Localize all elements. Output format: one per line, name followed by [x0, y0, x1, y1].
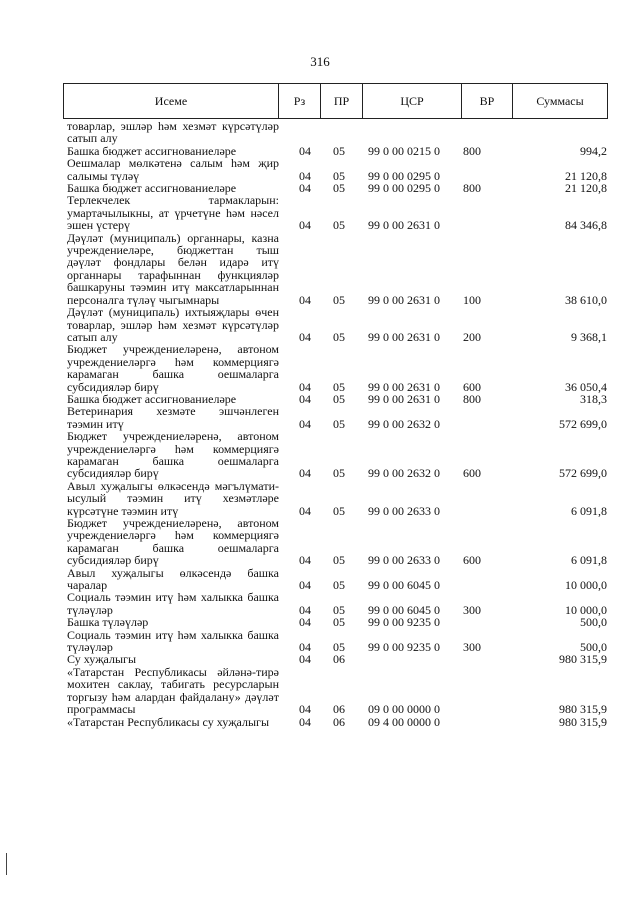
row-name-line: Социаль тәэмин итү һәм халыкка башка: [67, 590, 279, 605]
row-csr: 99 0 00 9235 0: [368, 640, 440, 655]
table-row: [67, 480, 607, 517]
row-name-line: органнары тарафыннан функцияләр: [67, 267, 279, 282]
row-rz: 04: [299, 615, 311, 630]
row-name: [67, 120, 279, 145]
row-sum: 10 000,0: [565, 578, 607, 593]
row-name: [67, 629, 279, 654]
table-row: [67, 194, 607, 231]
row-rz: 04: [299, 416, 311, 431]
row-vr: 800: [463, 391, 481, 406]
row-rz: 04: [299, 292, 311, 307]
row-name-line: учреждениеләргә һәм коммерциягә: [67, 441, 279, 456]
row-name-line: программасы: [67, 702, 136, 717]
row-sum: 318,3: [580, 391, 607, 406]
row-name: [67, 194, 279, 231]
row-name-line: түләүләр: [67, 640, 113, 655]
row-csr: 99 0 00 2632 0: [368, 466, 440, 481]
row-pr: 05: [333, 602, 345, 617]
row-rz: 04: [299, 553, 311, 568]
table-row: [67, 666, 607, 716]
row-rz: 04: [299, 602, 311, 617]
row-name-line: Бюджет учреждениеләренә, автоном: [67, 342, 279, 357]
row-vr: 100: [463, 292, 481, 307]
row-name-line: карамаган башка оешмаларга: [67, 367, 279, 382]
row-csr: 99 0 00 2633 0: [368, 503, 440, 518]
row-pr: 05: [333, 329, 345, 344]
row-rz: 04: [299, 466, 311, 481]
table-row: [67, 591, 607, 616]
row-name-line: персоналга түләү чыгымнары: [67, 292, 220, 307]
row-sum: 10 000,0: [565, 602, 607, 617]
row-name-line: түләүләр: [67, 602, 113, 617]
row-rz: 04: [299, 168, 311, 183]
column-header-pr: ПР: [321, 84, 363, 118]
row-name-line: товарлар, эшләр һәм хезмәт күрсәтүләр: [67, 119, 279, 133]
row-rz: 04: [299, 652, 311, 667]
row-name-line: учреждениеләре, бюджеттан тыш: [67, 243, 279, 258]
row-name-line: умартачылыкны, ат үрчетүне һәм нәсел: [67, 205, 279, 220]
row-vr: 600: [463, 379, 481, 394]
row-name-line: салымы түләү: [67, 168, 140, 183]
row-name: [67, 343, 279, 393]
table-row: [67, 232, 607, 306]
row-name: [67, 405, 279, 430]
row-name-line: карамаган башка оешмаларга: [67, 453, 279, 468]
row-sum: 6 091,8: [571, 503, 607, 518]
row-sum: 36 050,4: [565, 379, 607, 394]
row-pr: 05: [333, 503, 345, 518]
row-name-line: ысулый тәэмин итү хезмәтләре: [67, 491, 279, 506]
row-name-line: субсидияләр бирү: [67, 379, 159, 394]
row-name-line: башкаруны тәэмин итү максатларыннан: [67, 280, 279, 295]
row-csr: 99 0 00 2631 0: [368, 329, 440, 344]
row-vr: 300: [463, 640, 481, 655]
row-pr: 05: [333, 143, 345, 158]
row-pr: 05: [333, 168, 345, 183]
row-name-line: Башка бюджет ассигнованиеләре: [67, 143, 237, 158]
row-pr: 05: [333, 292, 345, 307]
row-name-line: «Татарстан Республикасы әйләнә-тирә: [67, 664, 279, 679]
row-name-line: Башка түләүләр: [67, 615, 149, 630]
row-rz: 04: [299, 391, 311, 406]
row-sum: 994,2: [580, 143, 607, 158]
row-rz: 04: [299, 578, 311, 593]
row-name-line: Бюджет учреждениеләренә, автоном: [67, 429, 279, 444]
row-name: [67, 232, 279, 306]
table-row: [67, 716, 607, 728]
column-header-vr: ВР: [462, 84, 513, 118]
table-row: [67, 653, 607, 665]
row-sum: 500,0: [580, 615, 607, 630]
row-vr: 800: [463, 181, 481, 196]
row-sum: 21 120,8: [565, 168, 607, 183]
table-header: [63, 83, 608, 119]
row-pr: 05: [333, 578, 345, 593]
row-name-line: Терлекчелек тармакларын:: [67, 193, 279, 208]
row-rz: 04: [299, 329, 311, 344]
row-csr: 99 0 00 0295 0: [368, 168, 440, 183]
row-name: [67, 517, 279, 567]
row-pr: 05: [333, 466, 345, 481]
row-name-line: Су хуҗалыгы: [67, 652, 137, 667]
row-vr: 300: [463, 602, 481, 617]
table-row: [67, 120, 607, 145]
row-csr: 09 4 00 0000 0: [368, 714, 440, 729]
row-name-line: Дәүләт (муниципаль) ихтыяҗлары өчен: [67, 305, 279, 320]
table-row: [67, 567, 607, 592]
table-row: [67, 517, 607, 567]
row-sum: 572 699,0: [559, 466, 607, 481]
row-name: [67, 157, 279, 182]
row-vr: 800: [463, 143, 481, 158]
row-vr: 600: [463, 553, 481, 568]
row-csr: 99 0 00 0215 0: [368, 143, 440, 158]
row-name-line: Башка бюджет ассигнованиеләре: [67, 391, 237, 406]
row-sum: 38 610,0: [565, 292, 607, 307]
table-row: [67, 343, 607, 393]
table-row: [67, 616, 607, 628]
row-sum: 500,0: [580, 640, 607, 655]
row-rz: 04: [299, 379, 311, 394]
row-name: [67, 567, 279, 592]
row-csr: 99 0 00 6045 0: [368, 578, 440, 593]
row-name-line: сатып алу: [67, 329, 118, 344]
row-rz: 04: [299, 181, 311, 196]
table-row: [67, 629, 607, 654]
row-name-line: субсидияләр бирү: [67, 466, 159, 481]
row-csr: 99 0 00 2633 0: [368, 553, 440, 568]
row-name-line: учреждениеләргә һәм коммерциягә: [67, 528, 279, 543]
row-pr: 06: [333, 714, 345, 729]
row-name-line: Социаль тәэмин итү һәм халыкка башка: [67, 627, 279, 642]
page-number: 316: [310, 54, 330, 69]
row-name-line: Дәүләт (муниципаль) органнары, казна: [67, 230, 279, 245]
row-name: [67, 430, 279, 480]
row-name-line: эшен үстерү: [67, 218, 131, 233]
row-sum: 980 315,9: [559, 702, 607, 717]
row-name-line: сатып алу: [67, 131, 118, 146]
row-name: [67, 653, 279, 665]
row-csr: 09 0 00 0000 0: [368, 702, 440, 717]
row-name-line: Авыл хуҗалыгы өлкәсендә башка: [67, 565, 279, 580]
row-sum: 84 346,8: [565, 218, 607, 233]
column-header-sum: Суммасы: [536, 94, 584, 108]
row-name: [67, 616, 279, 628]
table-row: [67, 405, 607, 430]
row-name-line: карамаган башка оешмаларга: [67, 540, 279, 555]
table-row: [67, 306, 607, 343]
row-sum: 572 699,0: [559, 416, 607, 431]
row-csr: 99 0 00 2631 0: [368, 292, 440, 307]
row-pr: 06: [333, 702, 345, 717]
row-name-line: Оешмалар мөлкәтенә салым һәм җир: [67, 156, 279, 171]
row-rz: 04: [299, 218, 311, 233]
row-name-line: тәэмин итү: [67, 416, 124, 431]
row-rz: 04: [299, 714, 311, 729]
row-csr: 99 0 00 9235 0: [368, 615, 440, 630]
row-vr: 600: [463, 466, 481, 481]
column-header-csr: ЦСР: [363, 84, 462, 118]
row-rz: 04: [299, 640, 311, 655]
row-name: [67, 716, 279, 728]
row-name-line: субсидияләр бирү: [67, 553, 159, 568]
row-name-line: «Татарстан Республикасы су хуҗалыгы: [67, 714, 270, 729]
row-pr: 06: [333, 652, 345, 667]
row-name-line: Башка бюджет ассигнованиеләре: [67, 181, 237, 196]
row-name-line: Ветеринария хезмәте эшчәнлеген: [67, 404, 279, 419]
row-name: [67, 306, 279, 343]
row-pr: 05: [333, 416, 345, 431]
row-name-line: күрсәтүне тәэмин итү: [67, 503, 179, 518]
row-sum: 9 368,1: [571, 329, 607, 344]
row-name-line: дәүләт фондлары белән идарә итү: [67, 255, 279, 270]
table-row: [67, 430, 607, 480]
row-csr: 99 0 00 2631 0: [368, 218, 440, 233]
row-sum: 980 315,9: [559, 652, 607, 667]
row-name: [67, 480, 279, 517]
table-row: [67, 157, 607, 182]
row-rz: 04: [299, 702, 311, 717]
row-pr: 05: [333, 181, 345, 196]
row-pr: 05: [333, 218, 345, 233]
row-csr: 99 0 00 2631 0: [368, 391, 440, 406]
row-pr: 05: [333, 615, 345, 630]
row-name-line: чаралар: [67, 578, 108, 593]
row-name-line: Бюджет учреждениеләренә, автоном: [67, 516, 279, 530]
row-sum: 21 120,8: [565, 181, 607, 196]
row-name: [67, 666, 279, 716]
row-pr: 05: [333, 553, 345, 568]
row-name-line: мохитен саклау, табигать ресурсларын: [67, 677, 279, 692]
row-rz: 04: [299, 143, 311, 158]
row-pr: 05: [333, 379, 345, 394]
row-name: [67, 591, 279, 616]
margin-mark: [6, 853, 7, 875]
row-name-line: учреждениеләргә һәм коммерциягә: [67, 354, 279, 369]
row-rz: 04: [299, 503, 311, 518]
column-header-rz: Рз: [279, 84, 321, 118]
row-pr: 05: [333, 640, 345, 655]
row-csr: 99 0 00 2631 0: [368, 379, 440, 394]
row-vr: 200: [463, 329, 481, 344]
row-csr: 99 0 00 6045 0: [368, 602, 440, 617]
row-name-line: Авыл хуҗалыгы өлкәсендә мәгълүмати-: [67, 478, 279, 493]
budget-table: [67, 120, 607, 728]
row-sum: 6 091,8: [571, 553, 607, 568]
row-name-line: торгызу һәм алардан файдалану» дәүләт: [67, 689, 279, 704]
row-pr: 05: [333, 391, 345, 406]
row-csr: 99 0 00 2632 0: [368, 416, 440, 431]
row-name-line: товарлар, эшләр һәм хезмәт күрсәтүләр: [67, 317, 279, 332]
column-header-name: Исеме: [64, 84, 279, 118]
row-sum: 980 315,9: [559, 714, 607, 729]
row-csr: 99 0 00 0295 0: [368, 181, 440, 196]
